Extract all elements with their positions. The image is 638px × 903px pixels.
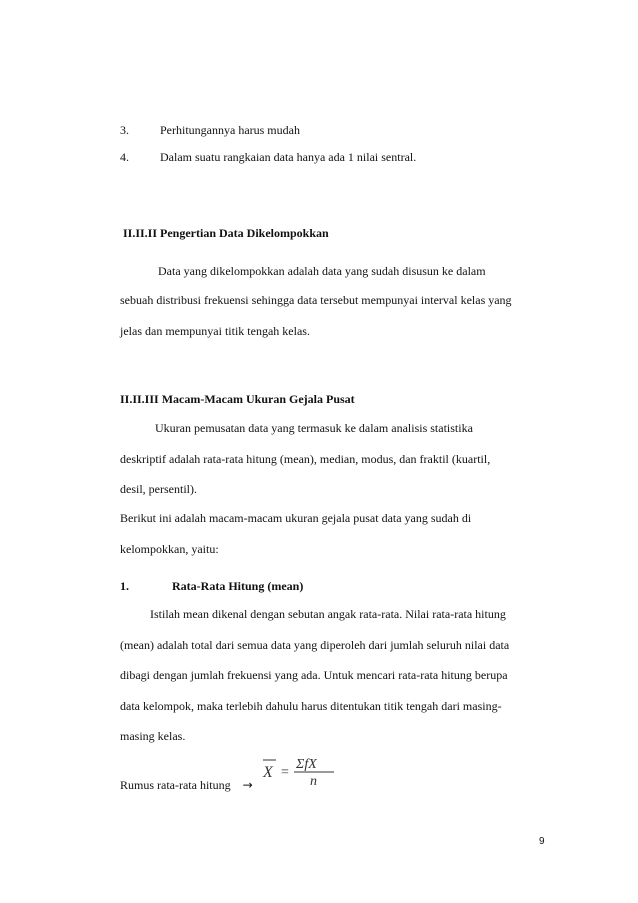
paragraph-line: dibagi dengan jumlah frekuensi yang ada. Untuk mencari rata-rata hitung berupa <box>120 668 508 682</box>
formula-numerator: ΣfX <box>296 757 317 772</box>
paragraph-line: deskriptif adalah rata-rata hitung (mean), median, modus, dan fraktil (kuartil, <box>120 452 491 466</box>
formula-label-text: Rumus rata-rata hitung <box>120 778 231 792</box>
mean-formula <box>260 754 340 794</box>
paragraph-line: Istilah mean dikenal dengan sebutan angak rata-rata. Nilai rata-rata hitung <box>150 607 506 621</box>
paragraph-line: sebuah distribusi frekuensi sehingga data tersebut mempunyai interval kelas yang <box>120 293 512 307</box>
list-number-3: 3. <box>120 123 129 137</box>
paragraph-line: kelompokkan, yaitu: <box>120 542 219 556</box>
section-heading-data-dikelompokkan: II.II.II Pengertian Data Dikelompokkan <box>123 226 329 240</box>
list-item-4-text: Dalam suatu rangkaian data hanya ada 1 nilai sentral. <box>160 150 417 164</box>
page-number: 9 <box>539 836 545 847</box>
formula-denominator: n <box>310 774 317 789</box>
paragraph-line: Ukuran pemusatan data yang termasuk ke dalam analisis statistika <box>155 421 473 435</box>
list-number-4: 4. <box>120 150 129 164</box>
subsection-heading-rata-rata-hitung: Rata-Rata Hitung (mean) <box>172 579 304 593</box>
formula-lhs: X <box>263 764 273 781</box>
section-heading-ukuran-gejala-pusat: II.II.III Macam-Macam Ukuran Gejala Pusat <box>120 392 355 406</box>
paragraph-line: Data yang dikelompokkan adalah data yang sudah disusun ke dalam <box>158 264 486 278</box>
paragraph-line: masing kelas. <box>120 729 186 743</box>
paragraph-line: jelas dan mempunyai titik tengah kelas. <box>120 324 310 338</box>
subsection-number: 1. <box>120 579 129 593</box>
paragraph-line: (mean) adalah total dari semua data yang diperoleh dari jumlah seluruh nilai data <box>120 638 510 652</box>
paragraph-line: desil, persentil). <box>120 482 197 496</box>
paragraph-line: data kelompok, maka terlebih dahulu harus ditentukan titik tengah dari masing- <box>120 699 502 713</box>
svg-text:=: = <box>281 765 289 780</box>
list-item-3-text: Perhitungannya harus mudah <box>160 123 300 137</box>
right-arrow-icon: → <box>242 778 253 792</box>
mean-formula-graphic <box>260 754 340 790</box>
paragraph-line: Berikut ini adalah macam-macam ukuran gejala pusat data yang sudah di <box>120 511 472 525</box>
formula-label <box>120 778 253 793</box>
